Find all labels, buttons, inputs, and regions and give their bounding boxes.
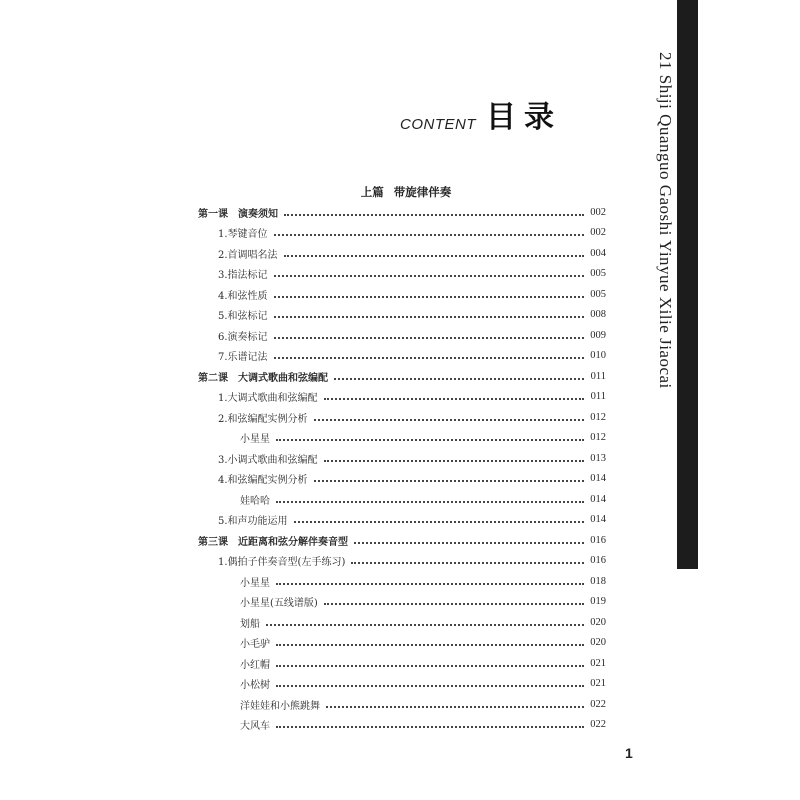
header-chinese: 目录 xyxy=(486,100,562,135)
toc-entry-page: 002 xyxy=(590,227,606,239)
lesson-number: 第三课 xyxy=(198,536,228,548)
toc-entry-section[interactable] xyxy=(198,448,606,469)
dot-leader xyxy=(276,643,584,646)
toc-entry-title xyxy=(218,389,318,404)
toc-entry-page: 010 xyxy=(590,350,606,362)
entry-title-text: 大调式歌曲和弦编配 xyxy=(238,372,328,384)
toc-header xyxy=(400,92,562,136)
entry-title-text: 3.指法标记 xyxy=(218,270,268,282)
entry-title-text: 小红帽 xyxy=(240,659,270,671)
page-number: 1 xyxy=(625,745,633,761)
header-english: CONTENT xyxy=(400,116,476,133)
dot-leader xyxy=(284,213,584,216)
toc-entry-title xyxy=(240,594,318,609)
toc-entry-page: 009 xyxy=(590,329,606,341)
toc-entry-piece[interactable] xyxy=(198,612,606,633)
entry-title-text: 4.和弦编配实例分析 xyxy=(218,475,308,487)
toc-entry-title xyxy=(218,553,345,568)
dot-leader xyxy=(326,705,584,708)
entry-title-text: 7.乐谱记法 xyxy=(218,352,268,364)
toc-entry-title xyxy=(198,205,278,220)
toc-entry-title xyxy=(240,717,270,732)
toc-entry-title xyxy=(240,697,320,712)
toc-entry-page: 016 xyxy=(590,555,606,567)
toc-entry-title xyxy=(198,533,348,548)
toc-entry-section[interactable] xyxy=(198,551,606,572)
toc-entry-title xyxy=(218,266,268,281)
toc-entry-page: 019 xyxy=(590,596,606,608)
toc-entry-title xyxy=(218,225,268,240)
entry-title-text: 小毛驴 xyxy=(240,639,270,651)
part-name: 带旋律伴奏 xyxy=(393,185,452,199)
toc-entry-page: 005 xyxy=(590,268,606,280)
toc-entry-page: 011 xyxy=(590,391,606,403)
toc-entry-page: 020 xyxy=(590,637,606,649)
toc-entry-section[interactable] xyxy=(198,407,606,428)
dot-leader xyxy=(294,520,584,523)
toc-entry-title xyxy=(218,307,268,322)
toc-entry-title xyxy=(198,369,328,384)
dot-leader xyxy=(324,397,584,400)
toc-entry-lesson[interactable] xyxy=(198,202,606,223)
dot-leader xyxy=(276,582,584,585)
toc-entry-section[interactable] xyxy=(198,223,606,244)
entry-title-text: 小星星 xyxy=(240,434,270,446)
toc-entry-section[interactable] xyxy=(198,325,606,346)
toc-entry-page: 004 xyxy=(590,247,606,259)
entry-title-text: 2.和弦编配实例分析 xyxy=(218,413,308,425)
toc-entry-title xyxy=(218,287,268,302)
toc-entry-piece[interactable] xyxy=(198,674,606,695)
toc-entry-page: 014 xyxy=(590,493,606,505)
toc-entry-section[interactable] xyxy=(198,346,606,367)
toc-entry-piece[interactable] xyxy=(198,489,606,510)
part-title xyxy=(0,184,800,200)
toc-entry-piece[interactable] xyxy=(198,653,606,674)
dot-leader xyxy=(351,561,584,564)
toc-entry-page: 011 xyxy=(590,370,606,382)
series-title: 21 Shiji Quanguo Gaoshi Yinyue Xilie Jiaocai xyxy=(656,52,675,389)
toc-entry-title xyxy=(218,410,308,425)
toc-entry-title xyxy=(218,348,268,363)
toc-entry-title xyxy=(240,656,270,671)
toc-entry-title xyxy=(240,430,270,445)
entry-title-text: 演奏须知 xyxy=(238,208,278,220)
toc-entry-piece[interactable] xyxy=(198,592,606,613)
dot-leader xyxy=(266,623,584,626)
toc-entry-section[interactable] xyxy=(198,469,606,490)
toc-entry-piece[interactable] xyxy=(198,428,606,449)
toc-entry-section[interactable] xyxy=(198,510,606,531)
dot-leader xyxy=(276,438,584,441)
toc-entry-page: 014 xyxy=(590,514,606,526)
toc-entry-title xyxy=(240,676,270,691)
toc-entry-piece[interactable] xyxy=(198,715,606,736)
entry-title-text: 5.和弦标记 xyxy=(218,311,268,323)
entry-title-text: 3.小调式歌曲和弦编配 xyxy=(218,454,318,466)
dot-leader xyxy=(274,315,584,318)
toc-entry-page: 021 xyxy=(590,678,606,690)
dot-leader xyxy=(276,500,584,503)
toc-entry-section[interactable] xyxy=(198,264,606,285)
toc-entry-section[interactable] xyxy=(198,243,606,264)
side-bar xyxy=(677,0,698,569)
toc-entry-piece[interactable] xyxy=(198,571,606,592)
toc-entry-page: 016 xyxy=(590,534,606,546)
entry-title-text: 划船 xyxy=(240,618,260,630)
toc-entry-page: 022 xyxy=(590,698,606,710)
toc-entry-page: 008 xyxy=(590,309,606,321)
entry-title-text: 小星星 xyxy=(240,577,270,589)
toc-entry-section[interactable] xyxy=(198,284,606,305)
dot-leader xyxy=(334,377,584,380)
dot-leader xyxy=(274,356,584,359)
toc-entry-title xyxy=(218,451,318,466)
toc-entry-page: 018 xyxy=(590,575,606,587)
toc-entry-section[interactable] xyxy=(198,305,606,326)
entry-title-text: 1.琴键音位 xyxy=(218,229,268,241)
entry-title-text: 娃哈哈 xyxy=(240,495,270,507)
entry-title-text: 近距离和弦分解伴奏音型 xyxy=(238,536,348,548)
entry-title-text: 洋娃娃和小熊跳舞 xyxy=(240,700,320,712)
toc-entry-page: 014 xyxy=(590,473,606,485)
entry-title-text: 6.演奏标记 xyxy=(218,331,268,343)
entry-title-text: 1.大调式歌曲和弦编配 xyxy=(218,393,318,405)
toc-entry-piece[interactable] xyxy=(198,633,606,654)
entry-title-text: 大风车 xyxy=(240,721,270,733)
toc-entry-page: 012 xyxy=(590,411,606,423)
toc-entry-title xyxy=(218,471,308,486)
dot-leader xyxy=(276,664,584,667)
dot-leader xyxy=(324,602,584,605)
toc-entry-title xyxy=(218,328,268,343)
toc-entry-title xyxy=(240,635,270,650)
entry-title-text: 4.和弦性质 xyxy=(218,290,268,302)
lesson-number: 第二课 xyxy=(198,372,228,384)
toc-entry-page: 021 xyxy=(590,657,606,669)
toc-entry-page: 005 xyxy=(590,288,606,300)
dot-leader xyxy=(274,274,584,277)
lesson-number: 第一课 xyxy=(198,208,228,220)
toc-entry-lesson[interactable] xyxy=(198,530,606,551)
part-number: 上篇 xyxy=(360,185,384,199)
toc-list xyxy=(198,202,606,735)
dot-leader xyxy=(276,684,584,687)
entry-title-text: 5.和声功能运用 xyxy=(218,516,288,528)
entry-title-text: 1.偶拍子伴奏音型(左手练习) xyxy=(218,557,346,569)
dot-leader xyxy=(276,725,584,728)
toc-entry-title xyxy=(218,512,288,527)
dot-leader xyxy=(284,254,584,257)
dot-leader xyxy=(354,541,584,544)
dot-leader xyxy=(324,459,584,462)
toc-entry-lesson[interactable] xyxy=(198,366,606,387)
toc-entry-title xyxy=(240,492,270,507)
entry-title-text: 小松树 xyxy=(240,680,270,692)
dot-leader xyxy=(274,295,584,298)
toc-entry-page: 022 xyxy=(590,719,606,731)
toc-entry-piece[interactable] xyxy=(198,694,606,715)
toc-entry-page: 002 xyxy=(590,206,606,218)
entry-title-text: 2.首调唱名法 xyxy=(218,249,278,261)
dot-leader xyxy=(314,418,584,421)
toc-entry-title xyxy=(218,246,278,261)
dot-leader xyxy=(274,233,584,236)
dot-leader xyxy=(314,479,584,482)
toc-entry-page: 012 xyxy=(590,432,606,444)
entry-title-text: 小星星(五线谱版) xyxy=(240,598,318,610)
dot-leader xyxy=(274,336,584,339)
toc-entry-section[interactable] xyxy=(198,387,606,408)
toc-entry-title xyxy=(240,574,270,589)
toc-entry-page: 013 xyxy=(590,452,606,464)
toc-entry-title xyxy=(240,615,260,630)
toc-entry-page: 020 xyxy=(590,616,606,628)
